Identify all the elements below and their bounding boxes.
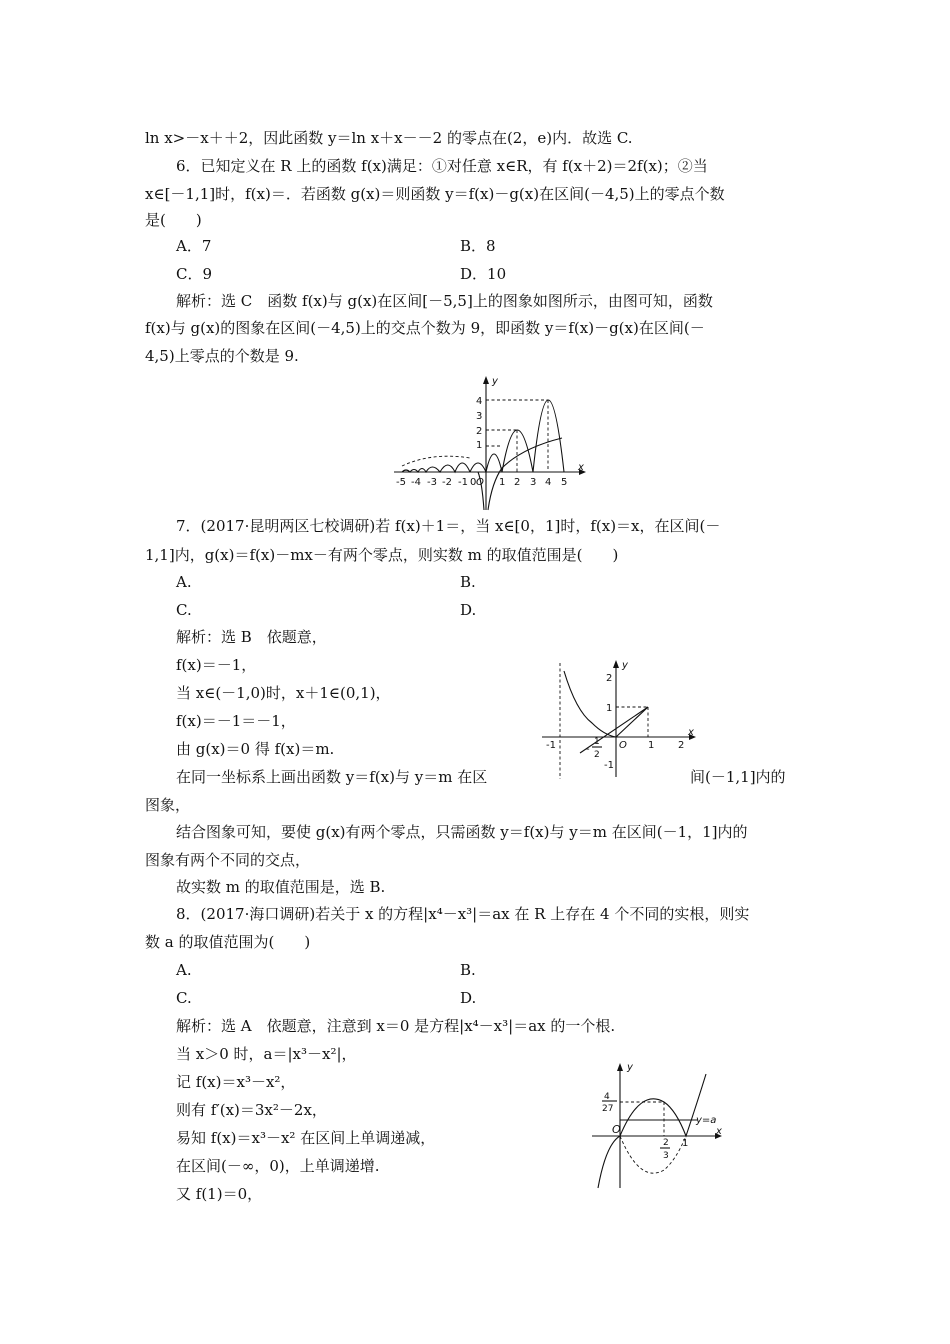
y-tick: 4 (476, 396, 483, 407)
origin-label: O (619, 740, 627, 751)
solution-line: f(x)与 g(x)的图象在区间(－4,5)上的交点个数为 9，即函数 y＝f(x)－g(x)在区间(－ (145, 319, 705, 337)
x-tick: 0 (470, 477, 477, 488)
line-label: y=a (696, 1115, 717, 1126)
y-frac-den: 27 (602, 1104, 614, 1114)
solution-line: 故实数 m 的取值范围是，选 B. (176, 878, 386, 896)
x-tick: 1 (682, 1138, 689, 1149)
solution-line: 易知 f(x)＝x³－x² 在区间上单调递减， (176, 1129, 436, 1147)
x-tick: -3 (427, 477, 437, 488)
x-frac-sign: - (586, 744, 590, 755)
solution-line: 结合图象可知，要使 g(x)有两个零点，只需函数 y＝f(x)与 y＝m 在区间(－1，1]内的 (176, 823, 748, 841)
y-frac-num: 4 (604, 1092, 610, 1102)
option-c: C．9 (176, 265, 213, 283)
text-line: x∈[－1,1]时，f(x)＝．若函数 g(x)＝则函数 y＝f(x)－g(x)在区间(－4,5)上的零点个数 (145, 185, 725, 203)
option-d: D．10 (460, 265, 507, 283)
y-tick: 2 (606, 673, 613, 684)
x-tick: -4 (411, 477, 421, 488)
solution-line: 图象， (145, 796, 191, 814)
question-7-stem: 7．(2017·昆明两区七校调研)若 f(x)＋1＝，当 x∈[0，1]时，f(x)＝x，在区间(－ (176, 517, 721, 535)
y-tick: -1 (604, 760, 614, 771)
solution-line: 间(－1,1]内的 (690, 768, 786, 786)
solution-line: 又 f(1)＝0， (176, 1185, 263, 1203)
y-tick: 1 (476, 440, 483, 451)
solution-line: 记 f(x)＝x³－x²， (176, 1073, 296, 1091)
option-c: C. (176, 601, 192, 619)
question-8-stem: 8．(2017·海口调研)若关于 x 的方程|x⁴－x³|＝ax 在 R 上存在 4 个不同的实根，则实 (176, 905, 750, 923)
origin-label: O (476, 477, 484, 488)
x-tick: -1 (458, 477, 468, 488)
x-frac-den: 2 (594, 750, 600, 760)
x-tick: 5 (561, 477, 568, 488)
x-tick: 2 (678, 740, 685, 751)
option-b: B. (460, 573, 476, 591)
x-tick: -1 (546, 740, 556, 751)
option-b: B. (460, 961, 476, 979)
text-line: ln x>－x＋＋2，因此函数 y＝ln x＋x－－2 的零点在(2，e)内．故选 C. (145, 129, 633, 147)
option-d: D. (460, 989, 477, 1007)
y-axis-label: y (492, 376, 498, 387)
text-line: 1,1]内，g(x)＝f(x)－mx－有两个零点，则实数 m 的取值范围是( ) (145, 546, 619, 564)
x-tick: 4 (545, 477, 552, 488)
question-6-stem: 6．已知定义在 R 上的函数 f(x)满足：①对任意 x∈R，有 f(x＋2)＝2f(x)；②当 (176, 157, 708, 175)
x-tick: 3 (530, 477, 537, 488)
x-axis-label: x (578, 462, 584, 473)
solution-line: f(x)＝－1＝－1， (176, 712, 296, 730)
x-frac-num: 2 (663, 1138, 669, 1148)
option-c: C. (176, 989, 192, 1007)
x-frac-den: 3 (663, 1151, 669, 1161)
x-tick: 2 (514, 477, 521, 488)
solution-line: f(x)＝－1， (176, 656, 257, 674)
x-axis-label: x (688, 727, 694, 738)
option-a: A．7 (176, 237, 212, 255)
text-line: 是( ) (145, 211, 202, 229)
figure-q7-graph (540, 655, 700, 780)
solution-line: 4,5)上零点的个数是 9. (145, 347, 299, 365)
solution-line: 当 x∈(－1,0)时，x＋1∈(0,1)， (176, 684, 391, 702)
solution-line: 在同一坐标系上画出函数 y＝f(x)与 y＝m 在区 (176, 768, 488, 786)
y-tick: 1 (606, 703, 613, 714)
figure-q6-graph (392, 372, 592, 512)
x-axis-label: x (716, 1126, 722, 1137)
solution-line: 图象有两个不同的交点， (145, 851, 311, 869)
option-a: A. (176, 961, 192, 979)
x-tick: 1 (499, 477, 506, 488)
y-tick: 2 (476, 426, 483, 437)
solution-line: 由 g(x)＝0 得 f(x)＝m. (176, 740, 335, 758)
x-frac-num: 1 (594, 737, 600, 747)
y-axis-label: y (627, 1062, 633, 1073)
x-tick: -5 (396, 477, 406, 488)
origin-label: O (612, 1123, 621, 1136)
option-d: D. (460, 601, 477, 619)
solution-line: 在区间(－∞，0)，上单调递增. (176, 1157, 380, 1175)
y-tick: 3 (476, 411, 483, 422)
solution-line: 解析：选 A 依题意，注意到 x＝0 是方程|x⁴－x³|＝ax 的一个根. (176, 1017, 616, 1035)
text-line: 数 a 的取值范围为( ) (145, 933, 311, 951)
solution-line: 则有 f′(x)＝3x²－2x， (176, 1101, 327, 1119)
option-b: B．8 (460, 237, 496, 255)
x-tick: -2 (442, 477, 452, 488)
solution-line: 当 x＞0 时，a＝|x³－x²|， (176, 1045, 357, 1063)
x-tick: 1 (648, 740, 655, 751)
y-axis-label: y (622, 660, 628, 671)
solution-line: 解析：选 B 依题意， (176, 628, 327, 646)
figure-q8-graph (590, 1060, 730, 1190)
option-a: A. (176, 573, 192, 591)
solution-line: 解析：选 C 函数 f(x)与 g(x)在区间[－5,5]上的图象如图所示，由图可知，函数 (176, 292, 713, 310)
